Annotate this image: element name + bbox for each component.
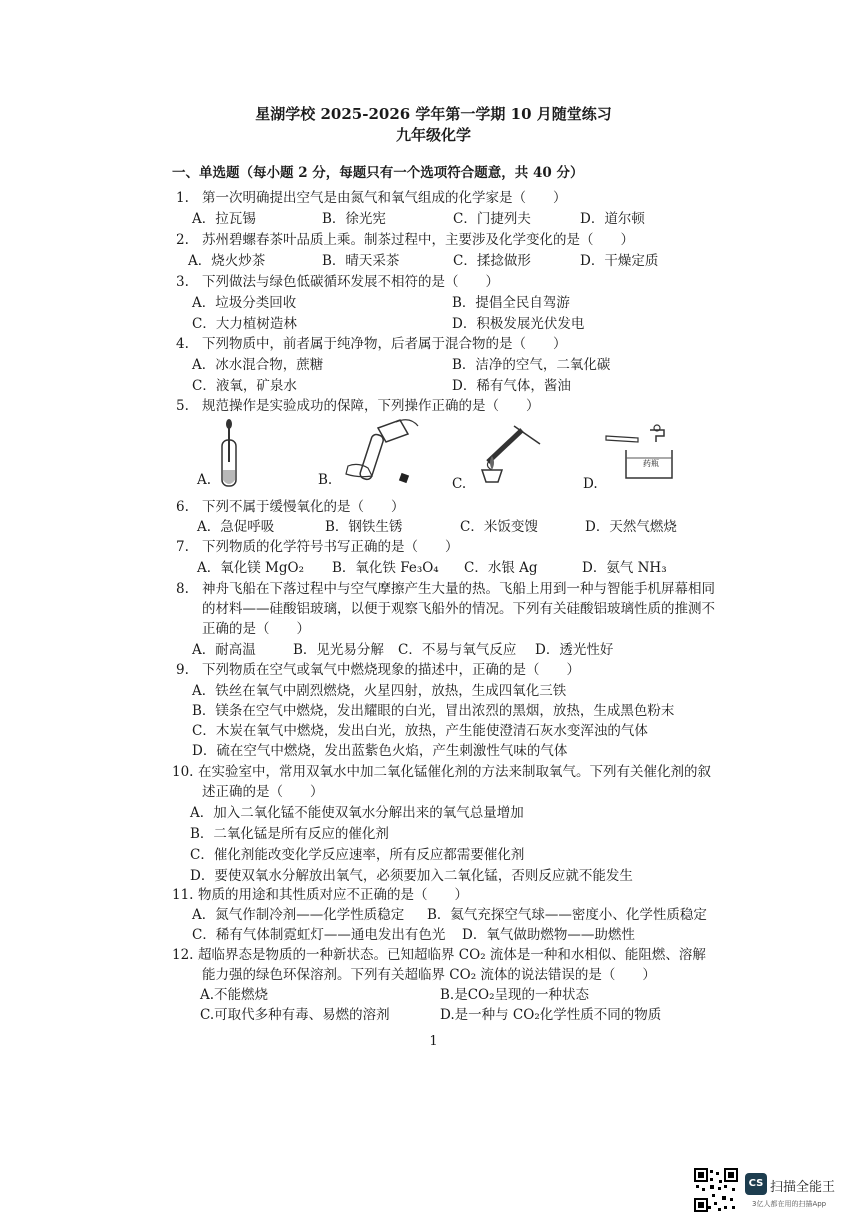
q4-option-c: C．液氧，矿泉水	[192, 378, 297, 394]
q1-option-d: D．道尔顿	[580, 211, 645, 227]
q6-option-b: B．钢铁生锈	[325, 519, 403, 535]
q3-option-b: B．提倡全民自驾游	[452, 295, 570, 311]
q2-option-c: C．揉捻做形	[453, 253, 531, 269]
q11-option-d: D．氧气做助燃物——助燃性	[462, 927, 635, 943]
question-8-line2: 的材料——硅酸铝玻璃，以便于观察飞船外的情况。下列有关硅酸铝玻璃性质的推测不	[202, 601, 715, 617]
q8-option-b: B．见光易分解	[293, 642, 384, 658]
q5-figure-b	[338, 416, 428, 486]
q10-option-c: C．催化剂能改变化学反应速率，所有反应都需要催化剂	[190, 847, 525, 863]
question-6: 6. 下列不属于缓慢氧化的是（ ）	[176, 499, 405, 515]
question-1: 1. 第一次明确提出空气是由氮气和氧气组成的化学家是（ ）	[176, 190, 567, 206]
q6-option-a: A．急促呼吸	[197, 519, 275, 535]
q1-option-a: A．拉瓦锡	[192, 211, 256, 227]
q8-option-c: C．不易与氧气反应	[398, 642, 517, 658]
question-12-line2: 能力强的绿色环保溶剂。下列有关超临界 CO₂ 流体的说法错误的是（ ）	[202, 967, 656, 983]
q9-option-a: A．铁丝在氧气中剧烈燃烧，火星四射，放热，生成四氧化三铁	[192, 683, 567, 699]
q7-option-a: A．氧化镁 MgO₂	[197, 560, 304, 576]
question-10-line2: 述正确的是（ ）	[202, 784, 324, 800]
q3-option-a: A．垃圾分类回收	[192, 295, 297, 311]
q11-option-a: A．氮气作制冷剂——化学性质稳定	[192, 907, 405, 923]
question-5: 5. 规范操作是实验成功的保障，下列操作正确的是（ ）	[176, 398, 540, 414]
scanner-tagline: 3亿人都在用的扫描App	[752, 1200, 827, 1208]
question-8-line3: 正确的是（ ）	[202, 621, 310, 637]
scanner-app-name: 扫描全能王	[770, 1180, 836, 1195]
q1-option-c: C．门捷列夫	[453, 211, 531, 227]
q7-option-c: C．水银 Ag	[464, 560, 538, 576]
question-10: 10. 在实验室中，常用双氧水中加二氧化锰催化剂的方法来制取氧气。下列有关催化剂的叙	[172, 764, 711, 780]
q4-option-a: A．冰水混合物，蔗糖	[192, 357, 324, 373]
q7-option-b: B．氧化铁 Fe₃O₄	[332, 560, 439, 576]
section-heading: 一、单选题（每小题 2 分，每题只有一个选项符合题意，共 40 分）	[172, 165, 584, 181]
exam-subtitle: 九年级化学	[395, 126, 471, 144]
q8-option-d: D．透光性好	[535, 642, 614, 658]
q11-option-c: C．稀有气体制霓虹灯——通电发出有色光	[192, 927, 446, 943]
qr-code-icon	[694, 1168, 738, 1212]
q3-option-c: C．大力植树造林	[192, 316, 297, 332]
q1-option-b: B．徐光宪	[322, 211, 386, 227]
q6-option-c: C．米饭变馊	[460, 519, 538, 535]
exam-title: 星湖学校 2025-2026 学年第一学期 10 月随堂练习	[255, 105, 612, 123]
question-3: 3. 下列做法与绿色低碳循环发展不相符的是（ ）	[176, 274, 499, 290]
q5-figure-d-label: 药瓶	[643, 459, 659, 468]
q6-option-d: D．天然气燃烧	[585, 519, 677, 535]
q9-option-b: B．镁条在空气中燃烧，发出耀眼的白光，冒出浓烈的黑烟，放热，生成黑色粉末	[192, 703, 675, 719]
question-2: 2. 苏州碧螺春茶叶品质上乘。制茶过程中，主要涉及化学变化的是（ ）	[176, 232, 634, 248]
q2-option-d: D．干燥定质	[580, 253, 659, 269]
q5-label-d: D.	[583, 476, 598, 492]
q10-option-b: B．二氧化锰是所有反应的催化剂	[190, 826, 389, 842]
question-9: 9. 下列物质在空气或氧气中燃烧现象的描述中，正确的是（ ）	[176, 662, 580, 678]
q4-option-d: D．稀有气体，酱油	[452, 378, 571, 394]
q7-option-d: D．氨气 NH₃	[582, 560, 667, 576]
q5-label-a: A.	[197, 472, 212, 488]
q10-option-d: D．要使双氧水分解放出氧气，必须要加入二氧化锰，否则反应就不能发生	[190, 868, 633, 884]
q4-option-b: B．洁净的空气，二氧化碳	[452, 357, 611, 373]
question-11: 11. 物质的用途和其性质对应不正确的是（ ）	[172, 887, 468, 903]
question-12: 12. 超临界态是物质的一种新状态。已知超临界 CO₂ 流体是一种和水相似、能阻燃、溶解	[172, 947, 706, 963]
q3-option-d: D．积极发展光伏发电	[452, 316, 585, 332]
question-7: 7. 下列物质的化学符号书写正确的是（ ）	[176, 539, 459, 555]
q10-option-a: A．加入二氧化锰不能使双氧水分解出来的氧气总量增加	[190, 805, 524, 821]
page-number: 1	[429, 1034, 438, 1049]
q5-figure-c	[470, 420, 550, 488]
question-8: 8. 神舟飞船在下落过程中与空气摩擦产生大量的热。飞船上用到一种与智能手机屏幕相同	[176, 581, 715, 597]
q12-option-c: C.可取代多种有毒、易燃的溶剂	[200, 1007, 390, 1023]
q12-option-b: B.是CO₂呈现的一种状态	[440, 987, 590, 1003]
q2-option-a: A．烧火炒茶	[188, 253, 266, 269]
q8-option-a: A．耐高温	[192, 642, 256, 658]
camscanner-logo-icon: CS	[745, 1173, 767, 1195]
q5-figure-d	[604, 422, 684, 486]
question-4: 4. 下列物质中，前者属于纯净物，后者属于混合物的是（ ）	[176, 336, 567, 352]
q11-option-b: B．氦气充探空气球——密度小、化学性质稳定	[427, 907, 707, 923]
q5-label-c: C.	[452, 476, 467, 492]
q9-option-d: D．硫在空气中燃烧，发出蓝紫色火焰，产生刺激性气味的气体	[192, 743, 568, 759]
q2-option-b: B．晴天采茶	[322, 253, 400, 269]
q12-option-a: A.不能燃烧	[200, 987, 269, 1003]
q9-option-c: C．木炭在氧气中燃烧，发出白光，放热，产生能使澄清石灰水变浑浊的气体	[192, 723, 648, 739]
q12-option-d: D.是一种与 CO₂化学性质不同的物质	[440, 1007, 662, 1023]
q5-label-b: B.	[318, 472, 333, 488]
